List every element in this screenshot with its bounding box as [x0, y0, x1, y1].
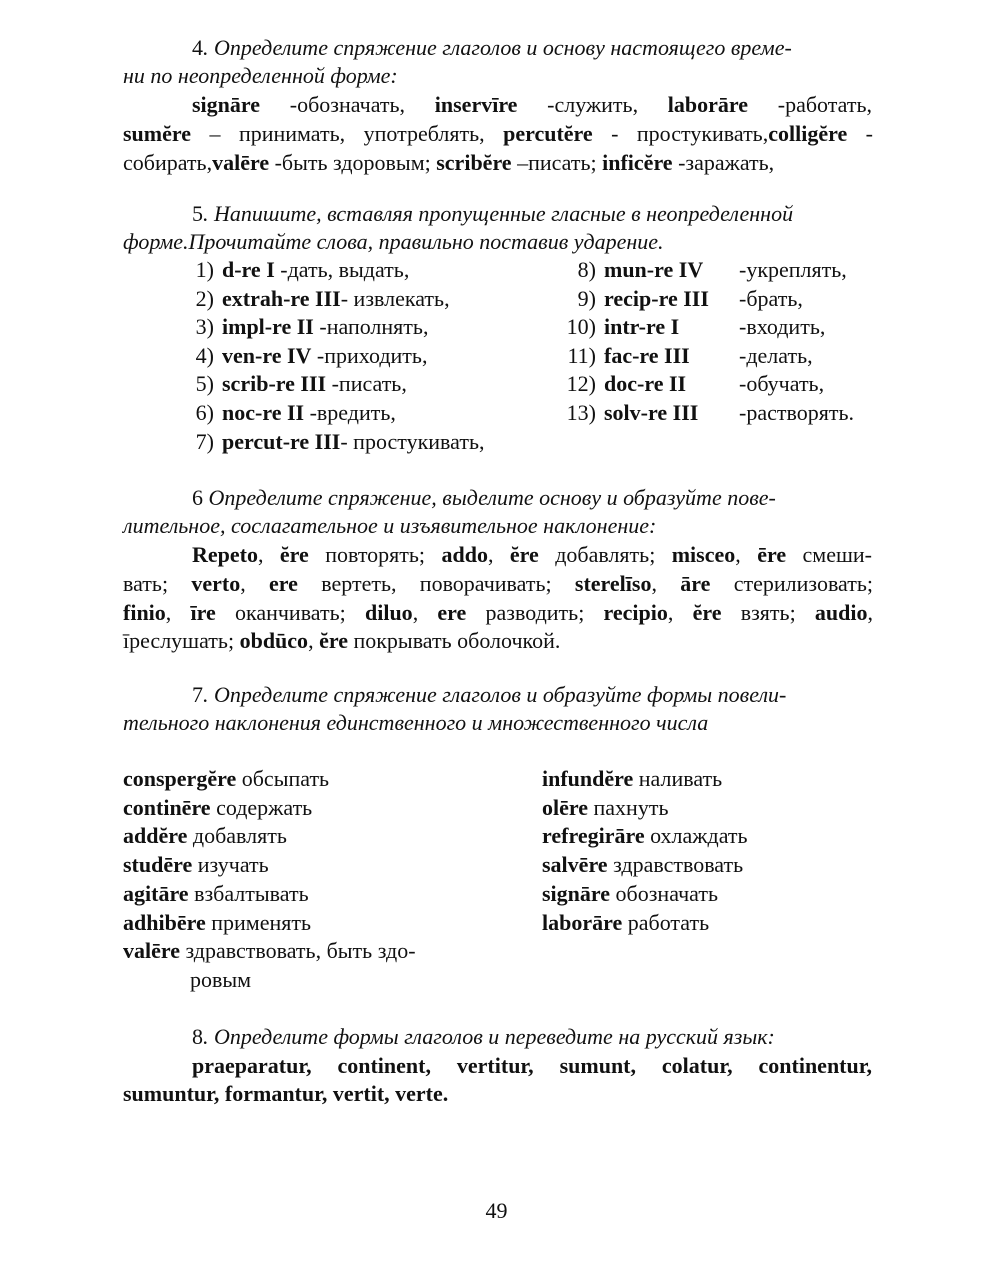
item-number: 5) — [195, 371, 214, 397]
item-number: 4) — [195, 342, 214, 368]
ex6-number: 6 — [192, 485, 203, 510]
translation: применять — [205, 909, 311, 935]
text-run: -служить, — [517, 92, 668, 117]
latin-verb: continēre — [123, 794, 211, 820]
item-number: 3) — [195, 314, 214, 340]
text-run: вать; — [123, 571, 192, 596]
list-item — [558, 370, 824, 398]
bold-term: ere — [269, 571, 298, 596]
text-run: , — [308, 628, 320, 653]
list-item — [186, 313, 428, 341]
translation: здравствовать — [607, 852, 744, 878]
bold-term: inficĕre — [602, 150, 673, 175]
text-run: , — [735, 542, 758, 567]
list-item — [542, 851, 743, 879]
item-number: 8) — [577, 257, 596, 282]
item-number: 13) — [566, 400, 596, 425]
ex8-text-line1: praeparatur, continent, vertitur, sumunt, colatur, continentur, — [192, 1053, 872, 1078]
ex6-text-line3 — [123, 599, 873, 627]
verb-stem: mun-re IV — [604, 257, 704, 282]
ex6-instruction-line2: лительное, сослагательное и изъявительное наклонение: — [123, 513, 657, 538]
bold-term: sterelīso — [574, 571, 652, 596]
page-number: 49 — [485, 1198, 508, 1223]
text-run: , — [651, 571, 681, 596]
verb-stem: doc-re II — [604, 371, 687, 397]
item-number: 12) — [566, 371, 596, 397]
ex5-number: 5 — [192, 201, 203, 226]
translation: -дать, выдать, — [274, 257, 410, 282]
translation: -делать, — [739, 342, 813, 368]
translation: пахнуть — [588, 794, 669, 820]
latin-verb: conspergĕre — [123, 766, 237, 791]
ex6-text-line4 — [123, 627, 560, 655]
list-item — [123, 909, 311, 937]
translation: здравствовать, быть здо- — [180, 938, 416, 964]
item-number: 7) — [195, 428, 214, 454]
bold-term: sumĕre — [123, 121, 192, 146]
bold-term: signāre — [192, 92, 261, 117]
translation: -обучать, — [739, 371, 825, 397]
bold-term: scribĕre — [436, 150, 512, 175]
text-run: , — [867, 600, 873, 625]
text-run: , — [412, 600, 438, 625]
verb-stem: fac-re III — [604, 342, 690, 368]
bold-term: inservīre — [434, 92, 518, 117]
verb-stem: recip-re III — [604, 285, 709, 311]
verb-stem: impl-re II — [222, 314, 314, 340]
bold-term: laborāre — [667, 92, 749, 117]
verb-stem: scrib-re III — [222, 371, 327, 397]
latin-verb: laborāre — [542, 909, 623, 935]
text-run: покрывать оболочкой. — [347, 628, 561, 653]
list-item — [186, 256, 409, 284]
text-run: -обозначать, — [260, 92, 435, 117]
bold-term: ere — [437, 600, 467, 625]
translation: -растворять. — [739, 400, 854, 425]
bold-term: audio — [814, 600, 868, 625]
ex7-instruction-line1: 7. Определите спряжение глаголов и образуйте формы повели- — [192, 682, 787, 707]
list-item — [542, 794, 668, 822]
bold-term: diluo — [364, 600, 413, 625]
verb-stem: extrah-re III — [222, 285, 341, 311]
text-run: , — [257, 542, 280, 567]
latin-verb: addĕre — [123, 823, 188, 849]
text-run: - простукивать, — [592, 121, 769, 146]
text-run: -быть здоровым; — [269, 150, 437, 175]
latin-verb: salvēre — [542, 852, 608, 878]
text-run: разводить; — [466, 600, 604, 625]
translation: охлаждать — [644, 823, 748, 849]
translation: - извлекать, — [340, 285, 450, 311]
verb-stem: d-re I — [222, 257, 275, 282]
list-item — [123, 794, 312, 822]
bold-term: percutĕre — [503, 121, 593, 146]
latin-verb: infundĕre — [542, 766, 634, 791]
ex7-left-continuation: ровым — [190, 967, 252, 992]
translation: -брать, — [739, 285, 803, 311]
verb-stem: percut-re III — [222, 428, 341, 454]
list-item — [558, 313, 825, 341]
text-run: смеши- — [786, 542, 873, 567]
translation: - простукивать, — [340, 428, 485, 454]
list-item — [186, 399, 396, 427]
translation: наливать — [633, 766, 723, 791]
list-item — [186, 370, 407, 398]
ex4-text-line3 — [123, 149, 774, 177]
text-run: стерилизовать; — [710, 571, 874, 596]
bold-term: Repeto — [192, 542, 258, 567]
item-number: 6) — [195, 400, 214, 425]
text-run: , — [667, 600, 693, 625]
list-item — [542, 909, 709, 937]
bold-term: valēre — [212, 150, 270, 175]
bold-term: ēre — [757, 542, 787, 567]
ex4-instruction-line1: 4. Определите спряжение глаголов и основу настоящего време- — [192, 35, 792, 60]
ex8-text-line2: sumuntur, formantur, vertit, verte. — [123, 1081, 449, 1106]
bold-term: īre — [190, 600, 216, 625]
text-run: оканчивать; — [215, 600, 365, 625]
bold-term: finio — [123, 600, 166, 625]
translation: -наполнять, — [313, 314, 429, 340]
bold-term: addo — [441, 542, 488, 567]
list-item — [558, 256, 847, 284]
text-run: īреслушать; — [123, 628, 240, 653]
ex5-instruction-line1: 5. Напишите, вставляя пропущенные гласные в неопределенной — [192, 201, 794, 226]
bold-term: āre — [680, 571, 711, 596]
bold-term: obdūco — [239, 628, 309, 653]
verb-stem: ven-re IV — [222, 342, 312, 368]
bold-term: ĕre — [509, 542, 539, 567]
bold-term: misceo — [671, 542, 736, 567]
bold-term: ĕre — [279, 542, 309, 567]
translation: -писать, — [326, 371, 407, 397]
translation: -укреплять, — [739, 257, 847, 282]
bold-term: colligĕre — [768, 121, 848, 146]
translation: работать — [622, 909, 710, 935]
text-run: -работать, — [748, 92, 872, 117]
text-run: вертеть, поворачивать; — [297, 571, 575, 596]
bold-term: ĕre — [319, 628, 348, 653]
translation: -входить, — [739, 314, 826, 340]
text-run: – принимать, употреблять, — [191, 121, 504, 146]
latin-verb: olēre — [542, 794, 589, 820]
text-run: -заражать, — [672, 150, 775, 175]
verb-stem: noc-re II — [222, 400, 305, 425]
translation: добавлять — [187, 823, 287, 849]
ex5-instruction-line2: форме.Прочитайте слова, правильно поставив ударение. — [123, 229, 664, 254]
text-run: , — [487, 542, 510, 567]
text-run: добавлять; — [538, 542, 672, 567]
list-item — [186, 342, 427, 370]
list-item — [123, 851, 269, 879]
ex8-instruction-line1: 8. Определите формы глаголов и переведите на русский язык: — [192, 1024, 775, 1049]
text-run: повторять; — [308, 542, 442, 567]
ex4-text-line1 — [192, 91, 872, 119]
item-number: 1) — [195, 257, 214, 282]
text-run: собирать, — [123, 150, 213, 175]
bold-term: verto — [191, 571, 241, 596]
latin-verb: valēre — [123, 938, 181, 964]
verb-stem: solv-re III — [604, 400, 699, 425]
verb-stem: intr-re I — [604, 314, 680, 340]
text-run: , — [240, 571, 270, 596]
ex6-instruction-line1: 6 Определите спряжение, выделите основу и образуйте пове- — [192, 485, 776, 510]
translation: -приходить, — [311, 342, 428, 368]
list-item — [123, 822, 287, 850]
text-run: - — [847, 121, 873, 146]
latin-verb: adhibēre — [123, 909, 206, 935]
latin-verb: agitāre — [123, 880, 189, 906]
ex6-text-line2 — [123, 570, 873, 598]
translation: изучать — [192, 852, 269, 878]
ex6-text-line1 — [192, 541, 872, 569]
item-number: 10) — [566, 314, 596, 340]
list-item — [123, 880, 309, 908]
bold-term: ĕre — [692, 600, 722, 625]
ex4-instruction-line2: ни по неопределенной форме: — [123, 63, 398, 88]
text-run: , — [165, 600, 191, 625]
item-number: 11) — [567, 342, 596, 368]
list-item — [186, 285, 450, 313]
list-item — [542, 880, 718, 908]
list-item — [558, 342, 813, 370]
list-item — [123, 765, 329, 793]
translation: -вредить, — [304, 400, 396, 425]
translation: содержать — [210, 794, 313, 820]
list-item — [558, 285, 803, 313]
list-item — [542, 765, 722, 793]
ex7-instruction-line2: тельного наклонения единственного и множественного числа — [123, 710, 709, 735]
latin-verb: signāre — [542, 880, 611, 906]
bold-term: recipio — [603, 600, 668, 625]
ex4-text-line2 — [123, 120, 873, 148]
translation: обозначать — [610, 880, 718, 906]
ex4-number: 4 — [192, 35, 203, 60]
item-number: 9) — [577, 285, 596, 311]
item-number: 2) — [195, 285, 214, 311]
latin-verb: studēre — [123, 852, 193, 878]
list-item — [558, 399, 854, 427]
list-item — [186, 428, 484, 456]
list-item — [542, 822, 748, 850]
list-item — [123, 937, 416, 965]
ex7-number: 7 — [192, 682, 203, 707]
ex8-number: 8 — [192, 1024, 203, 1049]
translation: взбалтывать — [188, 880, 309, 906]
text-run: –писать; — [511, 150, 603, 175]
latin-verb: refregirāre — [542, 823, 645, 849]
translation: обсыпать — [236, 766, 330, 791]
text-run: взять; — [721, 600, 815, 625]
